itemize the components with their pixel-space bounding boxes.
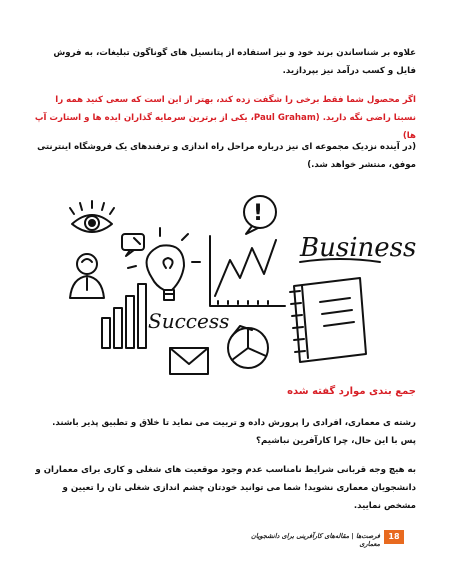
success-word: Success [148,309,230,333]
paragraph-summary-2: به هیچ وجه قربانی شرایط نامناسب عدم وجود موقعیت های شغلی و کاری برای معماران و دانشجویان معماری نشوید! شما می توانید خودتان چشم اندازی شغلی تان را تعیین و مشخص نمایید. [35,465,416,511]
footer-title: فرصت‌ها | مقاله‌های کارآفرینی برای دانشجویان معماری [250,532,380,548]
section-heading: جمع بندی موارد گفته شده [287,386,416,397]
business-word: Business [300,233,417,263]
person-icon [70,254,104,298]
paragraph-branding: علاوه بر شناساندن برند خود و نیز استفاده از پتانسیل های گوناگون تبلیغات، به فروش فایل و کسب درآمد نیز بپردازید. [53,48,416,76]
paragraph-upcoming: (در آینده نزدیک مجموعه ای نیز درباره مراحل راه اندازی و ترفندهای یک فروشگاه اینترنتی موفق، منتشر خواهد شد.) [37,142,416,170]
pie-chart-icon [228,326,268,368]
eye-icon [70,201,114,232]
line-chart-icon [210,236,285,306]
bar-chart-icon [102,284,146,348]
speech-bubble-icon [122,234,144,256]
exclamation-mark: ! [252,201,264,226]
notebook-icon [290,278,366,362]
page-number: 18 [384,530,404,544]
paragraph-quote: اگر محصول شما فقط برخی را شگفت زده کند، بهتر از این است که سعی کنید همه را نسبتا راضی نگه دارید. (Paul Graham، یکی از برترین سرمایه گذاران ایده ها و استارت آپ ها) [34,95,416,141]
paragraph-summary-1: رشته ی معماری، افرادی را پرورش داده و تربیت می نماید تا خلاق و تطبیق پذیر باشند. پس با این حال، چرا کارآفرین نباشیم؟ [52,418,416,446]
business-doodle-illustration [60,186,417,386]
envelope-icon [170,348,208,374]
